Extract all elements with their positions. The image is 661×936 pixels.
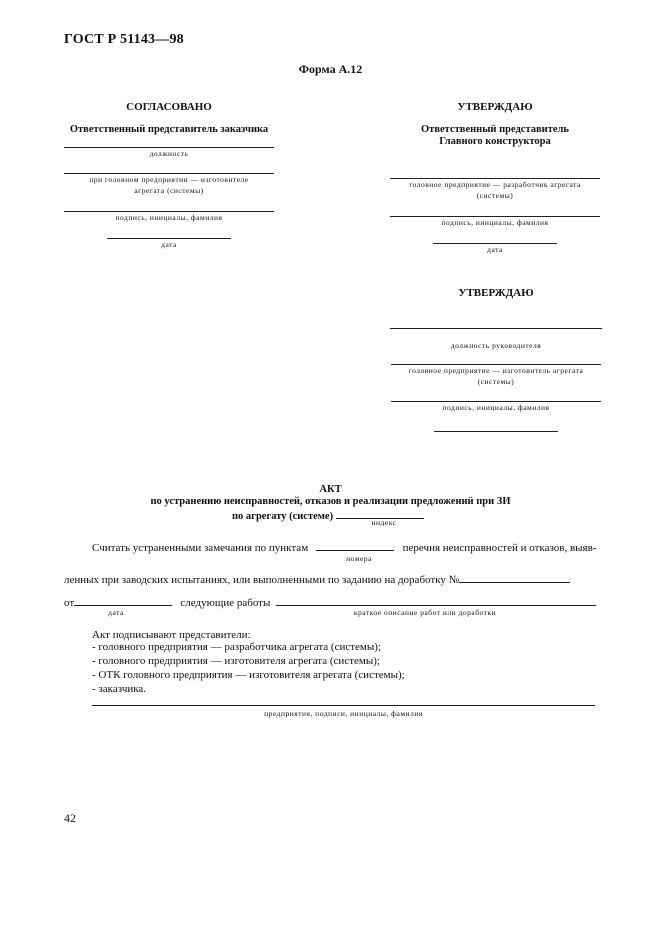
position-caption: должность (149, 149, 189, 158)
list-item: - головного предприятия — изготовителя агрегата (системы); (92, 655, 380, 667)
task-number-field (459, 572, 570, 583)
list-item: - ОТК головного предприятия — изготовителя агрегата (системы); (92, 669, 405, 681)
enterprise-caption: головное предприятие — разработчик агрегата (системы) (409, 180, 581, 200)
paragraph-2: ленных при заводских испытаниях, или выполненными по заданию на доработку № (64, 572, 570, 587)
enterprise-caption: при головном предприятии — изготовителе агрегата (системы) (89, 175, 249, 195)
paragraph-3: от следующие работы (64, 595, 596, 610)
act-subtitle: по устранению неисправностей, отказов и реализации предложений при ЗИ (150, 496, 511, 507)
customer-rep-label: Ответственный представитель заказчика (69, 124, 269, 135)
signers-intro: Акт подписывают представители: (92, 629, 251, 641)
signers-list (92, 640, 405, 696)
form-title: Форма А.12 (298, 62, 363, 76)
approve-heading-2: УТВЕРЖДАЮ (458, 287, 534, 299)
enterprise-caption: головное предприятие — изготовитель агрегата (системы) (408, 366, 584, 386)
date-field (74, 595, 172, 606)
list-item: - заказчика. (92, 683, 147, 695)
signature-caption: подпись, инициалы, фамилия (441, 218, 549, 227)
approval-left-block (64, 101, 274, 250)
document-code: ГОСТ Р 51143—98 (64, 32, 184, 47)
signers-caption: предприятия, подписи, инициалы, фамилия (264, 709, 423, 718)
date-line (434, 431, 558, 432)
work-description-field (276, 595, 596, 606)
date-caption: дата (108, 608, 124, 617)
act-subtitle-2: по агрегату (системе) (232, 508, 424, 523)
item-numbers-field (316, 540, 394, 551)
position-line (390, 328, 602, 329)
position-caption: должность руководителя (450, 341, 542, 350)
signers-line (92, 705, 595, 706)
index-caption: индекс (371, 518, 397, 527)
approval-right-block-2 (390, 287, 602, 432)
approval-right-block-1 (390, 101, 600, 255)
agreed-heading: СОГЛАСОВАНО (126, 101, 212, 113)
date-caption: дата (161, 240, 177, 249)
date-caption: дата (487, 245, 503, 254)
list-item: - головного предприятия — разработчика агрегата (системы); (92, 641, 382, 653)
act-title: АКТ (319, 484, 342, 495)
signature-caption: подпись, инициалы, фамилия (115, 213, 223, 222)
paragraph-1: Считать устраненными замечания по пунктам перечня неисправностей и отказов, выяв- (92, 542, 597, 554)
description-caption: краткое описание работ или доработки (353, 608, 497, 617)
numbers-caption: номера (346, 554, 372, 563)
chief-designer-rep-label: Ответственный представитель Главного конструктора (421, 124, 569, 147)
page-number: 42 (64, 811, 76, 825)
approve-heading-1: УТВЕРЖДАЮ (457, 101, 533, 113)
signature-caption: подпись, инициалы, фамилия (442, 403, 550, 412)
